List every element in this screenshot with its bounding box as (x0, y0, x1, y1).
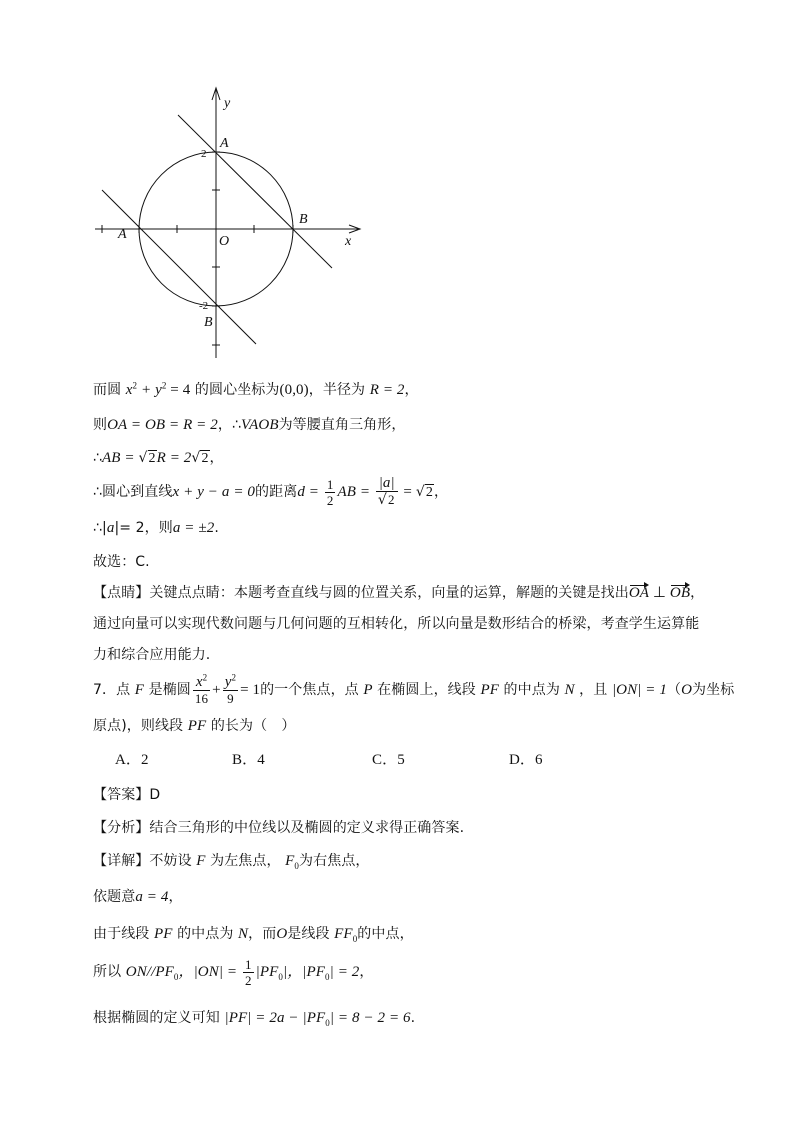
vector-ob: OB (669, 585, 691, 601)
tick-label-negative: -2 (199, 300, 209, 312)
solution-line-3 (93, 446, 224, 470)
text-segment: 为坐标 (692, 682, 735, 698)
math-expression: P (363, 682, 373, 698)
text-segment: ， (404, 382, 419, 398)
solution-line-7 (93, 581, 704, 605)
math-expression: y (224, 674, 232, 690)
fraction-denominator: 16 (194, 691, 209, 706)
sqrt-sign: √ (191, 450, 201, 466)
solution-line-2 (93, 413, 405, 437)
math-expression: x + y − a = 0 (172, 484, 255, 500)
detail-line-2 (93, 885, 183, 909)
detail-line-5 (93, 1006, 415, 1030)
subscript: 0 (325, 971, 330, 982)
subscript: 0 (325, 1017, 330, 1028)
circle-line-figure (0, 0, 794, 370)
fraction-numerator: |a| (376, 476, 398, 492)
analysis-line (93, 816, 464, 840)
sqrt-sign: √ (138, 450, 148, 466)
math-expression: |PF| = 2a − |PF (224, 1010, 326, 1026)
text-segment: 的距离 (255, 484, 298, 500)
fraction-denominator (376, 492, 398, 508)
math-expression: + (137, 382, 156, 398)
detail-line-3 (93, 922, 414, 946)
point-b-right-label: B (299, 212, 308, 227)
detail-line-1 (93, 849, 370, 873)
text-segment: 的圆心坐标为 (194, 382, 280, 398)
text-segment: . (214, 520, 219, 536)
text-segment: 【点睛】关键点点睛：本题考查直线与圆的位置关系，向量的运算，解题的关键是找出 (93, 585, 629, 601)
solution-line-6 (93, 550, 150, 574)
math-expression: a = 4 (135, 889, 169, 905)
math-expression: | = 8 − 2 = 6 (329, 1010, 411, 1026)
math-expression: a (106, 520, 115, 536)
math-expression: VAOB (240, 417, 279, 433)
math-expression: R = 2 (369, 382, 405, 398)
radicand: 2 (425, 485, 433, 500)
x-axis-label: x (345, 234, 352, 249)
text-segment: 而圆 (93, 382, 122, 398)
question-7-line-2 (93, 714, 295, 738)
text-segment: 7．点 (93, 682, 131, 698)
text-segment: 【详解】不妨设 (93, 853, 192, 869)
math-expression: x (125, 382, 133, 398)
math-expression: = 1 (240, 682, 261, 698)
option-d: D．6 (509, 752, 543, 768)
text-segment: ， (433, 484, 449, 500)
line-lower (102, 190, 256, 344)
text-segment: 原点)，则线段 (93, 718, 184, 734)
sqrt-sign: √ (377, 492, 387, 508)
math-expression: |，|PF (282, 964, 326, 980)
superscript: 2 (202, 672, 208, 683)
detail-line-4 (93, 956, 374, 988)
text-segment: 的中点为 (503, 682, 560, 698)
text-segment: 为等腰直角三角形， (278, 417, 406, 433)
sqrt-sign: √ (415, 484, 425, 500)
fraction-numerator (223, 674, 238, 691)
math-expression: O (681, 682, 692, 698)
vector-oa: OA (628, 585, 650, 601)
text-segment: 为左焦点， (210, 853, 281, 869)
math-expression: O (276, 926, 288, 942)
math-expression: AB = (337, 484, 374, 500)
math-expression: N (564, 682, 575, 698)
math-expression: |ON| = 1 (611, 682, 667, 698)
solution-line-5 (93, 516, 219, 540)
text-segment: 依题意 (93, 889, 136, 905)
superscript: 2 (161, 380, 167, 391)
text-segment: 是椭圆 (148, 682, 191, 698)
text-segment: 的中点， (357, 926, 414, 942)
radicand: 2 (148, 451, 156, 466)
fraction-numerator (193, 674, 210, 691)
superscript: 2 (231, 672, 237, 683)
fraction-denominator: 2 (245, 972, 252, 988)
text-segment: . (410, 1010, 416, 1026)
fraction (243, 957, 254, 988)
text-segment: 的中点为 (177, 926, 234, 942)
radicand: 2 (387, 492, 395, 507)
math-expression: AB = (102, 450, 139, 466)
text-segment: 是线段 (287, 926, 330, 942)
radicand: 2 (201, 451, 209, 466)
text-segment: ，且 (579, 682, 608, 698)
point-a-top-label: A (220, 136, 229, 151)
text-segment: 通过向量可以实现代数问题与几何问题的互相转化，所以向量是数形结合的桥梁，考查学生运算能 (93, 616, 700, 632)
math-expression: R = 2 (156, 450, 192, 466)
text-segment: ∴ (93, 450, 103, 466)
text-segment: 的一个焦点，点 (260, 682, 359, 698)
solution-line-9 (93, 643, 210, 667)
math-expression: = (399, 484, 416, 500)
math-expression: |PF (255, 964, 279, 980)
text-segment: ，而 (248, 926, 277, 942)
math-expression: (0,0) (279, 382, 309, 398)
text-segment: ， (168, 889, 183, 905)
math-expression: a = ±2 (172, 520, 215, 536)
math-expression: x (195, 674, 203, 690)
text-segment: 【分析】结合三角形的中位线以及椭圆的定义求得正确答案. (93, 820, 465, 836)
subscript: 0 (173, 971, 179, 982)
line-upper (178, 115, 332, 268)
text-segment: ， (690, 585, 705, 601)
math-expression: = 4 (166, 382, 191, 398)
solution-line-4 (93, 475, 449, 508)
math-expression: FF (334, 926, 353, 942)
text-segment: |= 2，则 (114, 520, 173, 536)
option-c: C．5 (372, 752, 405, 768)
math-expression: + (212, 682, 221, 698)
text-segment: 在椭圆上，线段 (377, 682, 476, 698)
text-segment: ∴| (93, 520, 107, 536)
tick-label-positive: 2 (201, 148, 207, 160)
math-expression: | = 2 (329, 964, 360, 980)
superscript: 2 (132, 380, 138, 391)
fraction (325, 477, 336, 508)
option-b: B．4 (232, 752, 265, 768)
option-a: A．2 (115, 752, 149, 768)
text-segment: 则 (93, 417, 108, 433)
fraction-denominator: 2 (326, 492, 334, 508)
subscript: 0 (278, 971, 283, 982)
fraction-numerator: 1 (326, 476, 334, 492)
text-segment: 【答案】D (93, 787, 161, 803)
perpendicular-symbol: ⊥ (649, 585, 670, 601)
math-expression: PF (153, 926, 173, 942)
math-expression: d = (297, 484, 323, 500)
text-segment: 根据椭圆的定义可知 (93, 1010, 220, 1026)
text-segment: ，∴ (217, 417, 241, 433)
answer-line (93, 783, 160, 807)
solution-line-8 (93, 612, 699, 636)
math-expression: OA = OB = R = 2 (107, 417, 218, 433)
text-segment: 力和综合应用能力. (93, 647, 211, 663)
y-axis-label: y (224, 96, 231, 111)
text-segment: ， (359, 964, 374, 980)
math-expression: F (196, 853, 206, 869)
subscript: 0 (294, 860, 300, 871)
fraction-numerator: 1 (245, 956, 252, 972)
text-segment: ∴圆心到直线 (93, 484, 173, 500)
math-expression: ON//PF (125, 964, 174, 980)
text-segment: ，半径为 (308, 382, 366, 398)
fraction (376, 476, 398, 508)
math-expression: F (134, 682, 145, 698)
question-7-options (0, 748, 794, 772)
math-expression: ，|ON| = (178, 964, 241, 980)
text-segment: （ (666, 682, 682, 698)
point-b-bottom-label: B (204, 315, 213, 330)
fraction (193, 674, 210, 706)
text-segment: 的长为（ ） (210, 718, 296, 734)
math-expression: PF (480, 682, 499, 698)
math-expression: y (155, 382, 162, 398)
math-expression: PF (187, 718, 207, 734)
math-expression: F (285, 853, 295, 869)
origin-label: O (219, 234, 230, 249)
answer-choice-text: 故选：C. (93, 554, 150, 570)
solution-line-1 (93, 378, 419, 402)
text-segment: 为右焦点， (299, 853, 370, 869)
math-expression: N (238, 926, 249, 942)
point-a-left-label: A (118, 227, 127, 242)
subscript: 0 (352, 933, 358, 944)
fraction (223, 674, 238, 706)
text-segment: ， (209, 450, 224, 466)
question-7-line-1 (93, 672, 735, 706)
fraction-denominator: 9 (227, 691, 234, 706)
text-segment: 由于线段 (93, 926, 150, 942)
text-segment: 所以 (93, 964, 122, 980)
